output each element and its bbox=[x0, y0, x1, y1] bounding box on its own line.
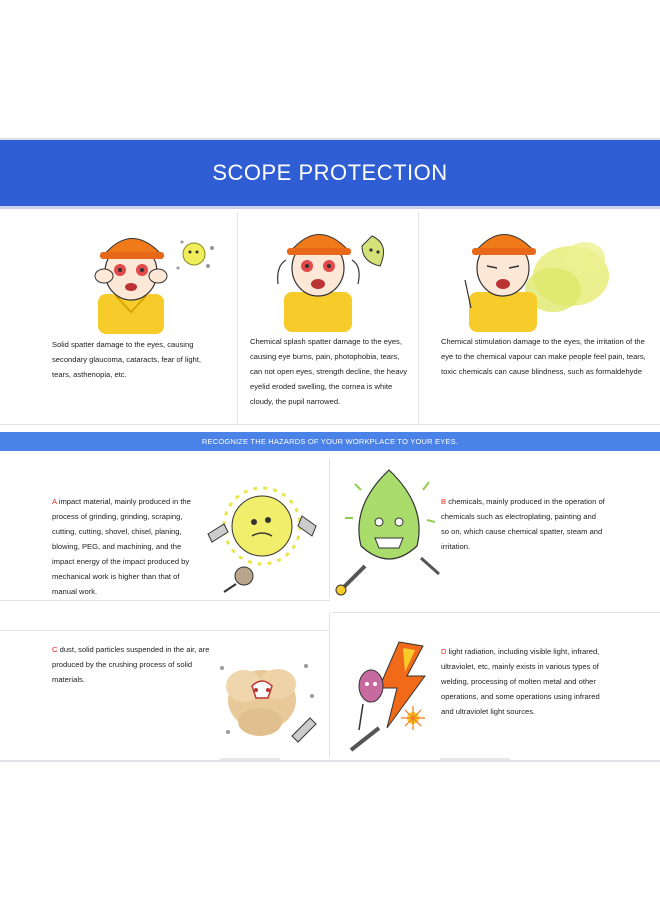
chemicals-illustration bbox=[335, 462, 443, 598]
hazard-text: B chemicals, mainly produced in the operation of chemicals such as electroplating, painting and so on, which cause chemical spatter, steam and irritation. bbox=[441, 497, 605, 551]
solid-spatter-illustration bbox=[86, 216, 226, 334]
hazard-text: A impact material, mainly produced in the process of grinding, grinding, scraping, cutting, cutting, shovel, chisel, planing, blowing, PEG, and machining, and the impact energy of the impact produced by mechanical work is higher than that of manual work. bbox=[52, 497, 191, 596]
light-radiation-illustration bbox=[341, 632, 443, 756]
dust-illustration bbox=[212, 646, 324, 758]
hazard-item-d bbox=[331, 614, 660, 758]
hazard-letter: B bbox=[441, 497, 447, 506]
bottom-rule bbox=[0, 760, 660, 762]
scope-card-text: Chemical splash spatter damage to the eyes, causing eye burns, pain, photophobia, tears, can not open eyes, strength decline, the heavy eyelid eroded swelling, the cornea is white cloudy, the pupil narrowed. bbox=[250, 337, 408, 406]
hazard-item-b bbox=[331, 456, 660, 598]
hazard-item-a bbox=[0, 456, 328, 598]
header-band bbox=[0, 140, 660, 206]
divider bbox=[0, 630, 330, 631]
divider bbox=[329, 612, 330, 758]
page-title: SCOPE PROTECTION bbox=[212, 160, 448, 185]
hazard-text: C dust, solid particles suspended in the air, are produced by the crushing process of solid materials. bbox=[52, 645, 210, 684]
scope-card-stimulation bbox=[419, 210, 660, 422]
divider bbox=[329, 458, 330, 598]
hazard-text: D light radiation, including visible light, infrared, ultraviolet, etc, mainly exists in various types of welding, processing of molten metal and other operations, and some operations using infrared and ultraviolet light sources. bbox=[441, 647, 600, 716]
scope-card-text: Solid spatter damage to the eyes, causing secondary glaucoma, cataracts, fear of light, tears, asthenopia, etc. bbox=[52, 340, 201, 379]
scope-card-text: Chemical stimulation damage to the eyes, the irritation of the eye to the chemical vapour can make people feel pain, tears, toxic chemicals can cause blindness, such as formaldehyde bbox=[441, 337, 646, 376]
scope-card-splash bbox=[238, 210, 418, 422]
chemical-splash-illustration bbox=[276, 214, 396, 332]
impact-material-illustration bbox=[202, 476, 322, 594]
chemical-vapour-illustration bbox=[461, 214, 611, 332]
scope-card-solid bbox=[0, 210, 236, 422]
hazards-title: RECOGNIZE THE HAZARDS OF YOUR WORKPLACE TO YOUR EYES. bbox=[201, 437, 459, 446]
hazard-letter: C bbox=[52, 645, 58, 654]
hazard-letter: A bbox=[52, 497, 57, 506]
divider bbox=[0, 424, 660, 425]
hazards-banner bbox=[0, 432, 660, 451]
header-shadow bbox=[0, 206, 660, 209]
hazard-item-c bbox=[0, 632, 328, 758]
divider bbox=[332, 612, 660, 613]
hazard-letter: D bbox=[441, 647, 447, 656]
divider bbox=[0, 600, 330, 601]
